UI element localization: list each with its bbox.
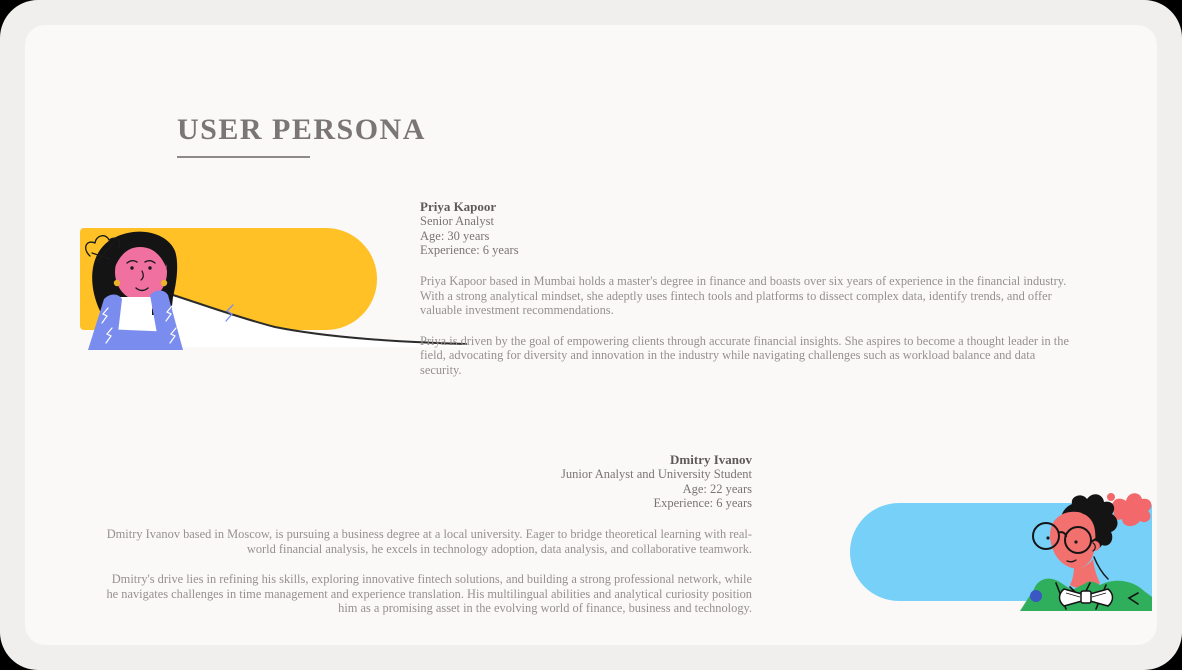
- slide-card: [25, 25, 1157, 645]
- persona-paragraph: Dmitry Ivanov based in Moscow, is pursuing a business degree at a local university. Eager to bridge theoretical learning with real-world financial analysis, he excels in technology adoption, data analysis, and collaborative teamwork.: [106, 527, 752, 556]
- priya-persona-text: [420, 199, 1075, 377]
- title-underline: [177, 156, 310, 158]
- persona-role: Junior Analyst and University Student: [561, 467, 752, 482]
- persona-role: Senior Analyst: [420, 214, 494, 229]
- persona-paragraph: Dmitry's drive lies in refining his skills, exploring innovative fintech solutions, and building a strong professional network, while he navigates challenges in time management and experience translation. His multilingual abilities and analytical curiosity position him as a promising asset in the evolving world of finance, business and technology.: [106, 572, 752, 616]
- persona-paragraph: Priya is driven by the goal of empowering clients through accurate financial insights. She aspires to become a thought leader in the field, advocating for diversity and innovation in the industry while navigating challenges such as workload balance and data security.: [420, 333, 1069, 377]
- persona-name: Dmitry Ivanov: [670, 452, 752, 467]
- page-title: USER PERSONA: [177, 113, 426, 146]
- persona-name: Priya Kapoor: [420, 199, 497, 214]
- persona-experience: Experience: 6 years: [420, 243, 519, 258]
- dmitry-illustration-man-icon: [1010, 491, 1152, 611]
- persona-age: Age: 30 years: [420, 228, 490, 243]
- persona-experience: Experience: 6 years: [653, 496, 752, 511]
- persona-age: Age: 22 years: [682, 481, 752, 496]
- persona-paragraph: Priya Kapoor based in Mumbai holds a master's degree in finance and boasts over six years of experience in the financial industry. With a strong analytical mindset, she adeptly uses fintech tools and platforms to dissect complex data, identify trends, and offer valuable investment recommendations.: [420, 274, 1067, 318]
- dmitry-persona-text: [100, 452, 752, 616]
- priya-illustration-woman-icon: [80, 223, 470, 350]
